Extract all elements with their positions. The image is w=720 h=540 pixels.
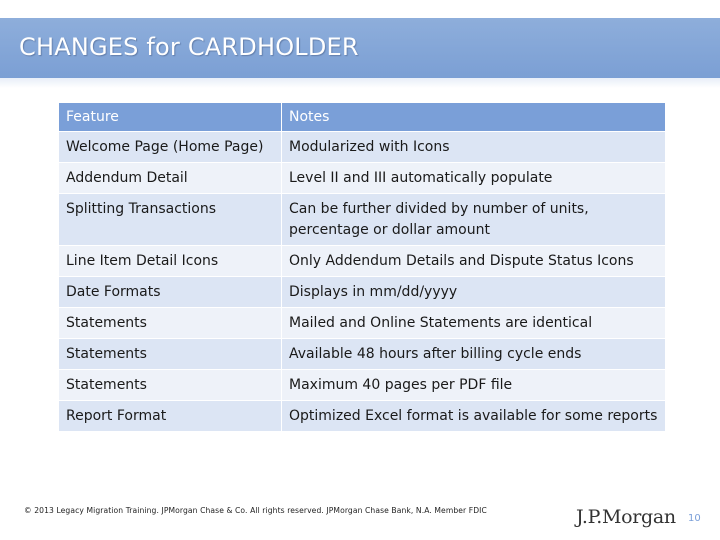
feature-cell: Line Item Detail Icons xyxy=(59,246,282,277)
notes-cell: Level II and III automatically populate xyxy=(282,163,666,194)
notes-cell: Maximum 40 pages per PDF file xyxy=(282,370,666,401)
feature-cell: Statements xyxy=(59,370,282,401)
feature-cell: Splitting Transactions xyxy=(59,194,282,246)
feature-cell: Statements xyxy=(59,308,282,339)
table-header-row xyxy=(59,103,666,132)
table-row xyxy=(59,339,666,370)
title-underbar xyxy=(0,78,720,88)
notes-cell: Can be further divided by number of units, percentage or dollar amount xyxy=(282,194,666,246)
table-row xyxy=(59,194,666,246)
notes-cell: Mailed and Online Statements are identical xyxy=(282,308,666,339)
feature-cell: Statements xyxy=(59,339,282,370)
notes-cell: Only Addendum Details and Dispute Status Icons xyxy=(282,246,666,277)
page-number: 10 xyxy=(688,513,701,524)
table-row xyxy=(59,132,666,163)
notes-cell: Modularized with Icons xyxy=(282,132,666,163)
table-row xyxy=(59,163,666,194)
header-feature: Feature xyxy=(59,103,282,132)
notes-cell: Optimized Excel format is available for some reports xyxy=(282,401,666,432)
table-row xyxy=(59,246,666,277)
slide-title: CHANGES for CARDHOLDER xyxy=(19,33,359,61)
table-row xyxy=(59,401,666,432)
jpmorgan-logo: J.P.Morgan xyxy=(576,506,676,528)
feature-cell: Report Format xyxy=(59,401,282,432)
copyright-note: © 2013 Legacy Migration Training. JPMorgan Chase & Co. All rights reserved. JPMorgan Chase Bank, N.A. Member FDIC xyxy=(24,506,487,515)
notes-cell: Displays in mm/dd/yyyy xyxy=(282,277,666,308)
features-table xyxy=(58,102,666,432)
table-row xyxy=(59,308,666,339)
header-notes: Notes xyxy=(282,103,666,132)
feature-cell: Addendum Detail xyxy=(59,163,282,194)
notes-cell: Available 48 hours after billing cycle ends xyxy=(282,339,666,370)
table-row xyxy=(59,277,666,308)
feature-cell: Welcome Page (Home Page) xyxy=(59,132,282,163)
feature-cell: Date Formats xyxy=(59,277,282,308)
table-row xyxy=(59,370,666,401)
